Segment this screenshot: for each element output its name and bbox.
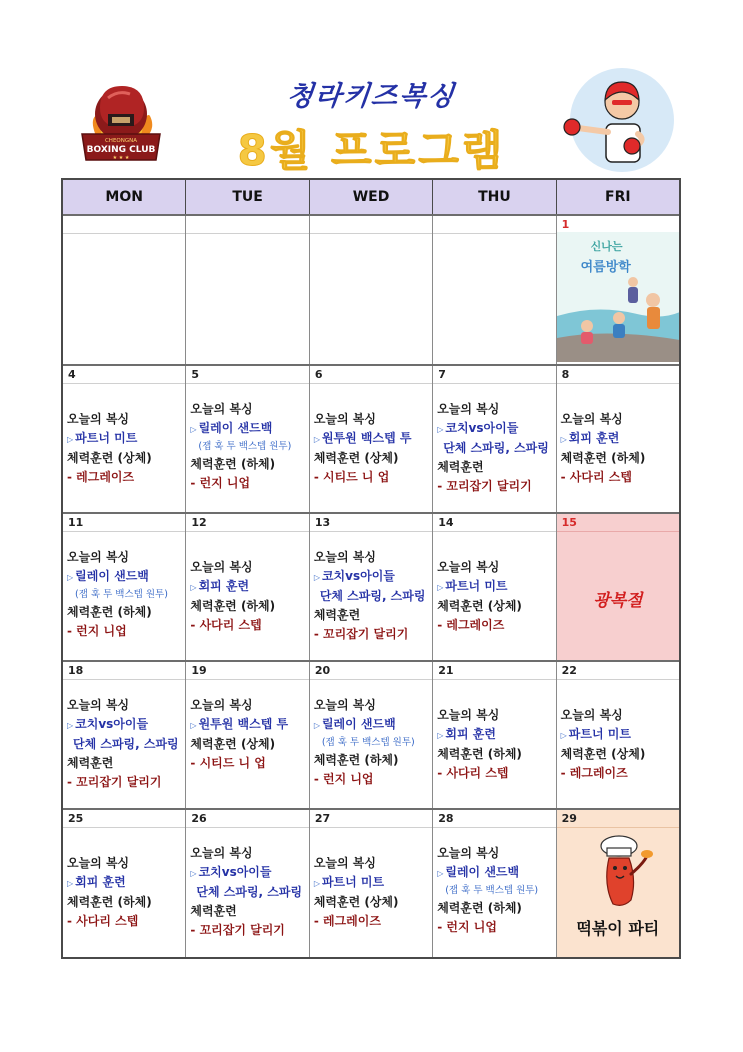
drill-detail: (잽 훅 투 백스텝 원투) <box>445 885 539 896</box>
day-number: 5 <box>191 368 200 381</box>
day-cell-empty <box>433 216 556 364</box>
day-cell-21 <box>433 662 556 808</box>
boxing-label: 오늘의 복싱 <box>190 402 253 416</box>
drill-name: ▷ 파트너 미트 <box>437 579 508 593</box>
exercise-name: - 꼬리잡기 달리기 <box>313 627 409 641</box>
fitness-type: 체력훈련 <box>67 756 114 770</box>
exercise-name: - 런지 니업 <box>437 920 497 934</box>
fitness-type: 체력훈련 (하체) <box>190 599 276 613</box>
drill-name: ▷ 릴레이 샌드백 <box>67 569 149 583</box>
weekday-header <box>63 180 679 216</box>
weekday-wed: WED <box>310 180 433 214</box>
day-number: 27 <box>314 812 331 825</box>
exercise-name: - 사다리 스텝 <box>190 618 262 632</box>
day-cell-6 <box>310 366 433 512</box>
drill-name: ▷ 파트너 미트 <box>67 431 138 445</box>
day-cell-7 <box>433 366 556 512</box>
boxing-label: 오늘의 복싱 <box>437 560 500 574</box>
day-number: 13 <box>314 516 331 529</box>
exercise-name: - 사다리 스텝 <box>437 766 509 780</box>
drill-name: ▷ 릴레이 샌드백 <box>437 865 520 879</box>
drill-name: ▷ 릴레이 샌드백 <box>313 717 396 731</box>
fitness-type: 체력훈련 (하체) <box>437 901 522 915</box>
weekday-thu: THU <box>433 180 556 214</box>
boxing-label: 오늘의 복싱 <box>437 846 500 860</box>
weekday-fri: FRI <box>605 189 631 205</box>
fitness-type: 체력훈련 <box>437 460 484 474</box>
boxing-label: 오늘의 복싱 <box>67 412 130 426</box>
fitness-type: 체력훈련 <box>313 608 361 622</box>
exercise-name: - 시티드 니 업 <box>313 470 390 484</box>
drill-name: ▷ 코치vs아이들 <box>67 717 149 731</box>
exercise-name: - 꼬리잡기 달리기 <box>190 923 285 937</box>
exercise-name: - 꼬리잡기 달리기 <box>67 775 162 789</box>
page-title: 8월 프로그램 <box>237 126 506 175</box>
day-cell-11 <box>63 514 186 660</box>
boxing-label: 오늘의 복싱 <box>437 402 500 416</box>
day-cell-25 <box>63 810 186 957</box>
fitness-type: 체력훈련 (상체) <box>437 599 522 613</box>
day-cell-22 <box>557 662 679 808</box>
vacation-text: 신나는 <box>590 240 623 253</box>
fitness-type: 체력훈련 (하체) <box>560 451 646 465</box>
boxing-label: 오늘의 복싱 <box>437 708 500 722</box>
drill-detail: (잽 훅 투 백스텝 원투) <box>75 589 168 600</box>
boxing-label: 오늘의 복싱 <box>67 856 130 870</box>
day-number: 14 <box>438 516 454 529</box>
drill-detail: 단체 스파링, 스파링 <box>73 737 179 751</box>
drill-name: ▷ 코치vs아이들 <box>190 865 272 879</box>
day-number: 12 <box>191 516 207 529</box>
day-cell-29-party <box>557 810 679 957</box>
vacation-text: 여름방학 <box>580 260 631 275</box>
exercise-name: - 레그레이즈 <box>560 766 628 780</box>
day-number: 28 <box>438 812 454 825</box>
fitness-type: 체력훈련 <box>190 904 237 918</box>
boxer-kid-illustration <box>556 66 674 174</box>
svg-text:★ ★ ★: ★ ★ ★ <box>112 155 130 161</box>
calendar-week-2 <box>63 364 679 512</box>
boxing-label: 오늘의 복싱 <box>313 412 376 426</box>
day-number: 19 <box>191 664 207 677</box>
drill-name: ▷ 코치vs아이들 <box>437 421 519 435</box>
day-cell-empty <box>63 216 186 364</box>
day-cell-13 <box>310 514 433 660</box>
fitness-type: 체력훈련 (상체) <box>313 895 399 909</box>
day-number: 11 <box>68 516 84 529</box>
day-cell-1 <box>557 216 679 364</box>
day-number: 20 <box>314 664 331 677</box>
day-number: 29 <box>561 812 577 825</box>
exercise-name: - 사다리 스텝 <box>67 914 139 928</box>
day-number: 25 <box>68 812 84 825</box>
fitness-type: 체력훈련 (상체) <box>190 737 276 751</box>
fitness-type: 체력훈련 (상체) <box>67 451 152 465</box>
drill-name: ▷ 파트너 미트 <box>560 727 631 741</box>
day-number: 6 <box>314 368 323 381</box>
boxing-label: 오늘의 복싱 <box>190 846 253 860</box>
exercise-name: - 사다리 스텝 <box>560 470 632 484</box>
svg-text:BOXING CLUB: BOXING CLUB <box>86 145 156 155</box>
drill-name: ▷ 회피 훈련 <box>190 579 250 593</box>
day-cell-empty <box>310 216 433 364</box>
drill-name: ▷ 회피 훈련 <box>67 875 126 889</box>
day-cell-20 <box>310 662 433 808</box>
drill-detail: 단체 스파링, 스파링 <box>196 885 303 899</box>
tteokbokki-mascot-illustration <box>583 834 655 908</box>
drill-name: ▷ 원투원 백스텝 투 <box>313 431 412 445</box>
day-cell-5 <box>186 366 309 512</box>
day-number: 4 <box>68 368 76 381</box>
day-cell-4 <box>63 366 186 512</box>
day-number: 26 <box>191 812 207 825</box>
drill-detail: (잽 훅 투 백스텝 원투) <box>198 441 292 452</box>
boxing-label: 오늘의 복싱 <box>313 550 376 564</box>
fitness-type: 체력훈련 (하체) <box>190 457 276 471</box>
day-number: 22 <box>561 664 577 677</box>
boxing-label: 오늘의 복싱 <box>313 856 376 870</box>
boxing-label: 오늘의 복싱 <box>190 560 253 574</box>
exercise-name: - 레그레이즈 <box>67 470 135 484</box>
drill-name: ▷ 코치vs아이들 <box>313 569 395 583</box>
fitness-type: 체력훈련 (상체) <box>560 747 646 761</box>
day-cell-28 <box>433 810 556 957</box>
day-cell-26 <box>186 810 309 957</box>
exercise-name: - 레그레이즈 <box>313 914 381 928</box>
monthly-calendar <box>61 178 681 959</box>
exercise-name: - 꼬리잡기 달리기 <box>437 479 532 493</box>
fitness-type: 체력훈련 (하체) <box>313 753 399 767</box>
drill-name: ▷ 파트너 미트 <box>313 875 385 889</box>
day-number: 7 <box>438 368 446 381</box>
drill-name: ▷ 원투원 백스텝 투 <box>190 717 289 731</box>
day-cell-14 <box>433 514 556 660</box>
exercise-name: - 시티드 니 업 <box>190 756 266 770</box>
day-cell-15-holiday <box>557 514 679 660</box>
day-cell-8 <box>557 366 679 512</box>
exercise-name: - 런지 니업 <box>190 476 251 490</box>
day-cell-19 <box>186 662 309 808</box>
calendar-week-1 <box>63 214 679 364</box>
drill-name: ▷ 회피 훈련 <box>560 431 620 445</box>
boxing-label: 오늘의 복싱 <box>560 412 623 426</box>
day-cell-27 <box>310 810 433 957</box>
fitness-type: 체력훈련 (상체) <box>313 451 399 465</box>
boxing-label: 오늘의 복싱 <box>190 698 253 712</box>
svg-text:CHEONGNA: CHEONGNA <box>104 138 138 144</box>
day-number: 15 <box>561 516 577 529</box>
day-cell-empty <box>186 216 309 364</box>
day-number: 18 <box>68 664 84 677</box>
day-cell-18 <box>63 662 186 808</box>
event-name: 떡볶이 파티 <box>576 919 660 938</box>
drill-detail: 단체 스파링, 스파링 <box>319 589 426 603</box>
holiday-name: 광복절 <box>593 591 643 611</box>
drill-detail: (잽 훅 투 백스텝 원투) <box>321 737 415 748</box>
weekday-tue: TUE <box>186 180 309 214</box>
drill-name: ▷ 회피 훈련 <box>437 727 496 741</box>
fitness-type: 체력훈련 (하체) <box>67 895 152 909</box>
calendar-week-3 <box>63 512 679 660</box>
exercise-name: - 런지 니업 <box>67 624 127 638</box>
boxing-label: 오늘의 복싱 <box>313 698 376 712</box>
drill-name: ▷ 릴레이 샌드백 <box>190 421 273 435</box>
academy-name: 청라키즈복싱 <box>285 81 458 112</box>
boxing-label: 오늘의 복싱 <box>67 698 130 712</box>
calendar-week-4 <box>63 660 679 808</box>
day-number: 21 <box>438 664 454 677</box>
fitness-type: 체력훈련 (하체) <box>67 605 152 619</box>
day-number: 8 <box>561 368 570 381</box>
boxing-label: 오늘의 복싱 <box>67 550 130 564</box>
weekday-mon: MON <box>63 180 186 214</box>
exercise-name: - 런지 니업 <box>313 772 374 786</box>
drill-detail: 단체 스파링, 스파링 <box>443 441 549 455</box>
exercise-name: - 레그레이즈 <box>437 618 505 632</box>
day-number: 1 <box>561 218 570 231</box>
calendar-week-5 <box>63 808 679 957</box>
day-cell-12 <box>186 514 309 660</box>
fitness-type: 체력훈련 (하체) <box>437 747 522 761</box>
boxing-label: 오늘의 복싱 <box>560 708 623 722</box>
